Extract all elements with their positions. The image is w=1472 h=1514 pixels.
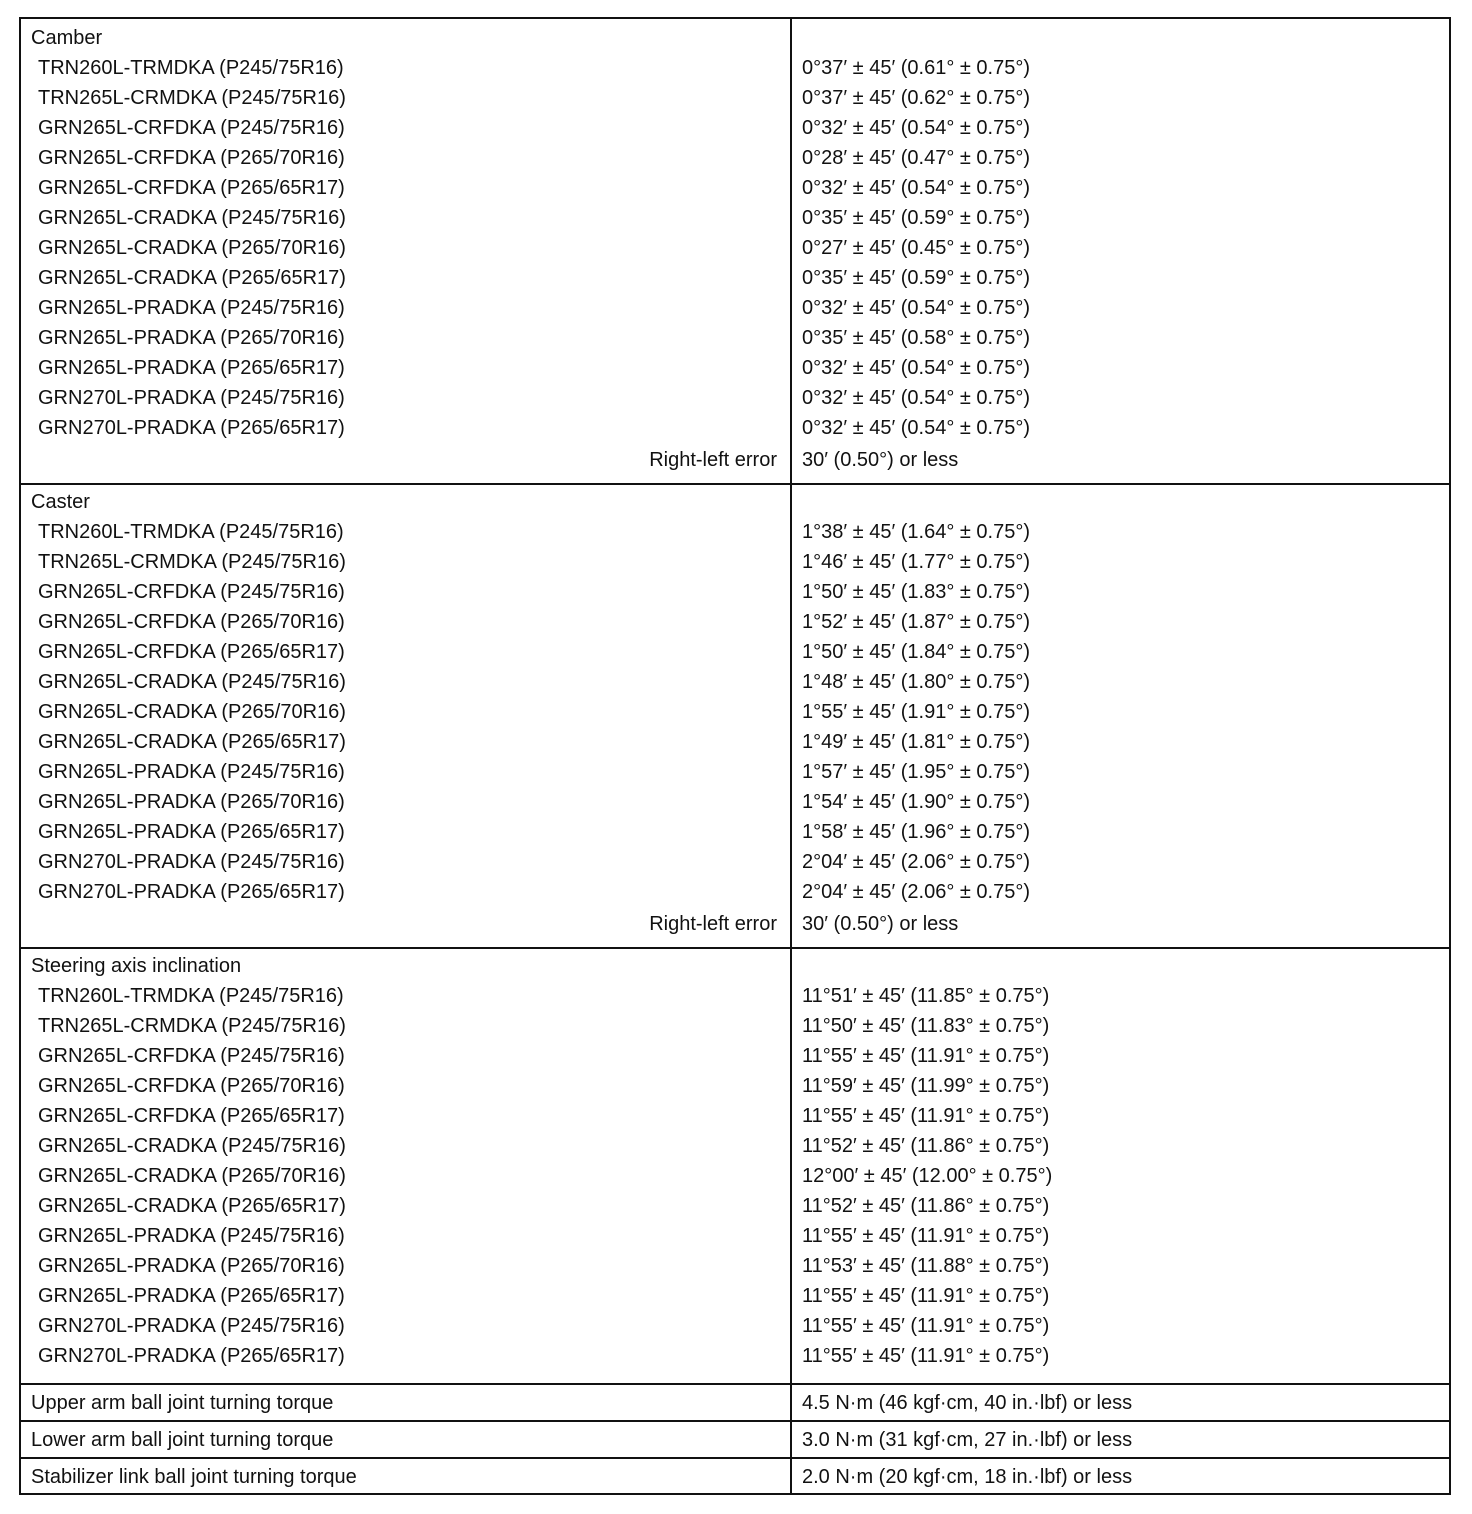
spec-table xyxy=(19,17,1451,1495)
spec-value: 1°46′ ± 45′ (1.77° ± 0.75°) xyxy=(802,551,1031,573)
model-label: GRN265L-PRADKA (P265/70R16) xyxy=(38,1255,345,1277)
model-label: GRN270L-PRADKA (P245/75R16) xyxy=(38,387,345,409)
spec-value: 1°50′ ± 45′ (1.84° ± 0.75°) xyxy=(802,641,1031,663)
model-label: GRN265L-PRADKA (P265/65R17) xyxy=(38,357,345,379)
spec-value: 11°50′ ± 45′ (11.83° ± 0.75°) xyxy=(802,1015,1050,1037)
model-label: GRN265L-CRADKA (P265/65R17) xyxy=(38,1195,346,1217)
spec-value: 11°59′ ± 45′ (11.99° ± 0.75°) xyxy=(802,1075,1050,1097)
model-label: GRN265L-CRFDKA (P265/70R16) xyxy=(38,1075,345,1097)
spec-value: 0°35′ ± 45′ (0.59° ± 0.75°) xyxy=(802,267,1031,289)
spec-value: 0°32′ ± 45′ (0.54° ± 0.75°) xyxy=(802,117,1031,139)
spec-value: 1°58′ ± 45′ (1.96° ± 0.75°) xyxy=(802,821,1031,843)
model-label: GRN265L-CRADKA (P265/70R16) xyxy=(38,701,346,723)
right-left-error-value: 30′ (0.50°) or less xyxy=(802,913,959,935)
model-label: GRN265L-CRFDKA (P265/65R17) xyxy=(38,177,345,199)
model-label: GRN270L-PRADKA (P245/75R16) xyxy=(38,1315,345,1337)
spec-value: 11°55′ ± 45′ (11.91° ± 0.75°) xyxy=(802,1315,1050,1337)
spec-value: 2°04′ ± 45′ (2.06° ± 0.75°) xyxy=(802,851,1031,873)
spec-value: 0°35′ ± 45′ (0.58° ± 0.75°) xyxy=(802,327,1031,349)
spec-value: 11°51′ ± 45′ (11.85° ± 0.75°) xyxy=(802,985,1050,1007)
model-label: TRN260L-TRMDKA (P245/75R16) xyxy=(38,985,344,1007)
model-label: GRN265L-CRADKA (P265/65R17) xyxy=(38,267,346,289)
model-label: GRN265L-CRFDKA (P265/70R16) xyxy=(38,147,345,169)
model-label: GRN265L-CRADKA (P245/75R16) xyxy=(38,1135,346,1157)
model-label: GRN265L-PRADKA (P245/75R16) xyxy=(38,297,345,319)
section-camber xyxy=(21,19,1449,484)
model-label: GRN265L-PRADKA (P265/70R16) xyxy=(38,791,345,813)
model-label: TRN265L-CRMDKA (P245/75R16) xyxy=(38,1015,346,1037)
spec-value: 1°48′ ± 45′ (1.80° ± 0.75°) xyxy=(802,671,1031,693)
torque-value: 3.0 N·m (31 kgf·cm, 27 in.·lbf) or less xyxy=(802,1429,1133,1451)
spec-value: 0°37′ ± 45′ (0.61° ± 0.75°) xyxy=(802,57,1031,79)
spec-value: 11°55′ ± 45′ (11.91° ± 0.75°) xyxy=(802,1285,1050,1307)
spec-value: 1°57′ ± 45′ (1.95° ± 0.75°) xyxy=(802,761,1031,783)
model-label: GRN265L-CRADKA (P265/65R17) xyxy=(38,731,346,753)
spec-value: 11°53′ ± 45′ (11.88° ± 0.75°) xyxy=(802,1255,1050,1277)
spec-value: 0°28′ ± 45′ (0.47° ± 0.75°) xyxy=(802,147,1031,169)
spec-value: 11°52′ ± 45′ (11.86° ± 0.75°) xyxy=(802,1195,1050,1217)
spec-value: 1°52′ ± 45′ (1.87° ± 0.75°) xyxy=(802,611,1031,633)
spec-value: 11°55′ ± 45′ (11.91° ± 0.75°) xyxy=(802,1105,1050,1127)
section-title: Camber xyxy=(31,27,103,49)
row-stabilizer-link-torque xyxy=(21,1457,1449,1495)
model-label: GRN265L-CRFDKA (P245/75R16) xyxy=(38,581,345,603)
section-steering-axis-inclination xyxy=(21,947,1449,1384)
spec-value: 0°32′ ± 45′ (0.54° ± 0.75°) xyxy=(802,417,1031,439)
spec-value: 12°00′ ± 45′ (12.00° ± 0.75°) xyxy=(802,1165,1053,1187)
model-label: GRN265L-PRADKA (P265/65R17) xyxy=(38,1285,345,1307)
spec-value: 0°32′ ± 45′ (0.54° ± 0.75°) xyxy=(802,177,1031,199)
model-label: TRN260L-TRMDKA (P245/75R16) xyxy=(38,521,344,543)
torque-label: Stabilizer link ball joint turning torque xyxy=(31,1466,357,1488)
spec-value: 11°52′ ± 45′ (11.86° ± 0.75°) xyxy=(802,1135,1050,1157)
model-label: GRN265L-PRADKA (P265/65R17) xyxy=(38,821,345,843)
spec-value: 2°04′ ± 45′ (2.06° ± 0.75°) xyxy=(802,881,1031,903)
model-label: GRN270L-PRADKA (P265/65R17) xyxy=(38,1345,345,1367)
model-label: TRN265L-CRMDKA (P245/75R16) xyxy=(38,87,346,109)
spec-value: 1°49′ ± 45′ (1.81° ± 0.75°) xyxy=(802,731,1031,753)
model-label: GRN265L-CRFDKA (P265/70R16) xyxy=(38,611,345,633)
spec-value: 11°55′ ± 45′ (11.91° ± 0.75°) xyxy=(802,1345,1050,1367)
torque-label: Upper arm ball joint turning torque xyxy=(31,1392,334,1414)
right-left-error-label: Right-left error xyxy=(649,913,777,935)
model-label: GRN265L-PRADKA (P245/75R16) xyxy=(38,1225,345,1247)
spec-value: 0°32′ ± 45′ (0.54° ± 0.75°) xyxy=(802,297,1031,319)
model-label: GRN270L-PRADKA (P245/75R16) xyxy=(38,851,345,873)
model-label: TRN260L-TRMDKA (P245/75R16) xyxy=(38,57,344,79)
spec-value: 1°50′ ± 45′ (1.83° ± 0.75°) xyxy=(802,581,1031,603)
spec-value: 0°32′ ± 45′ (0.54° ± 0.75°) xyxy=(802,357,1031,379)
model-label: GRN265L-CRADKA (P265/70R16) xyxy=(38,237,346,259)
row-upper-arm-torque xyxy=(21,1383,1449,1421)
spec-value: 11°55′ ± 45′ (11.91° ± 0.75°) xyxy=(802,1045,1050,1067)
section-caster xyxy=(21,483,1449,948)
model-label: TRN265L-CRMDKA (P245/75R16) xyxy=(38,551,346,573)
torque-value: 4.5 N·m (46 kgf·cm, 40 in.·lbf) or less xyxy=(802,1392,1133,1414)
row-lower-arm-torque xyxy=(21,1420,1449,1458)
spec-value: 1°38′ ± 45′ (1.64° ± 0.75°) xyxy=(802,521,1031,543)
model-label: GRN270L-PRADKA (P265/65R17) xyxy=(38,417,345,439)
spec-value: 1°55′ ± 45′ (1.91° ± 0.75°) xyxy=(802,701,1031,723)
model-label: GRN265L-PRADKA (P245/75R16) xyxy=(38,761,345,783)
model-label: GRN270L-PRADKA (P265/65R17) xyxy=(38,881,345,903)
torque-label: Lower arm ball joint turning torque xyxy=(31,1429,334,1451)
spec-value: 0°32′ ± 45′ (0.54° ± 0.75°) xyxy=(802,387,1031,409)
spec-value: 0°35′ ± 45′ (0.59° ± 0.75°) xyxy=(802,207,1031,229)
spec-value: 0°37′ ± 45′ (0.62° ± 0.75°) xyxy=(802,87,1031,109)
model-label: GRN265L-CRADKA (P265/70R16) xyxy=(38,1165,346,1187)
model-label: GRN265L-CRFDKA (P265/65R17) xyxy=(38,641,345,663)
model-label: GRN265L-CRFDKA (P245/75R16) xyxy=(38,1045,345,1067)
right-left-error-value: 30′ (0.50°) or less xyxy=(802,449,959,471)
model-label: GRN265L-CRADKA (P245/75R16) xyxy=(38,207,346,229)
torque-value: 2.0 N·m (20 kgf·cm, 18 in.·lbf) or less xyxy=(802,1466,1133,1488)
spec-value: 0°27′ ± 45′ (0.45° ± 0.75°) xyxy=(802,237,1031,259)
model-label: GRN265L-PRADKA (P265/70R16) xyxy=(38,327,345,349)
spec-value: 11°55′ ± 45′ (11.91° ± 0.75°) xyxy=(802,1225,1050,1247)
right-left-error-label: Right-left error xyxy=(649,449,777,471)
model-label: GRN265L-CRADKA (P245/75R16) xyxy=(38,671,346,693)
section-title: Steering axis inclination xyxy=(31,955,242,977)
model-label: GRN265L-CRFDKA (P265/65R17) xyxy=(38,1105,345,1127)
spec-value: 1°54′ ± 45′ (1.90° ± 0.75°) xyxy=(802,791,1031,813)
section-title: Caster xyxy=(31,491,90,513)
model-label: GRN265L-CRFDKA (P245/75R16) xyxy=(38,117,345,139)
